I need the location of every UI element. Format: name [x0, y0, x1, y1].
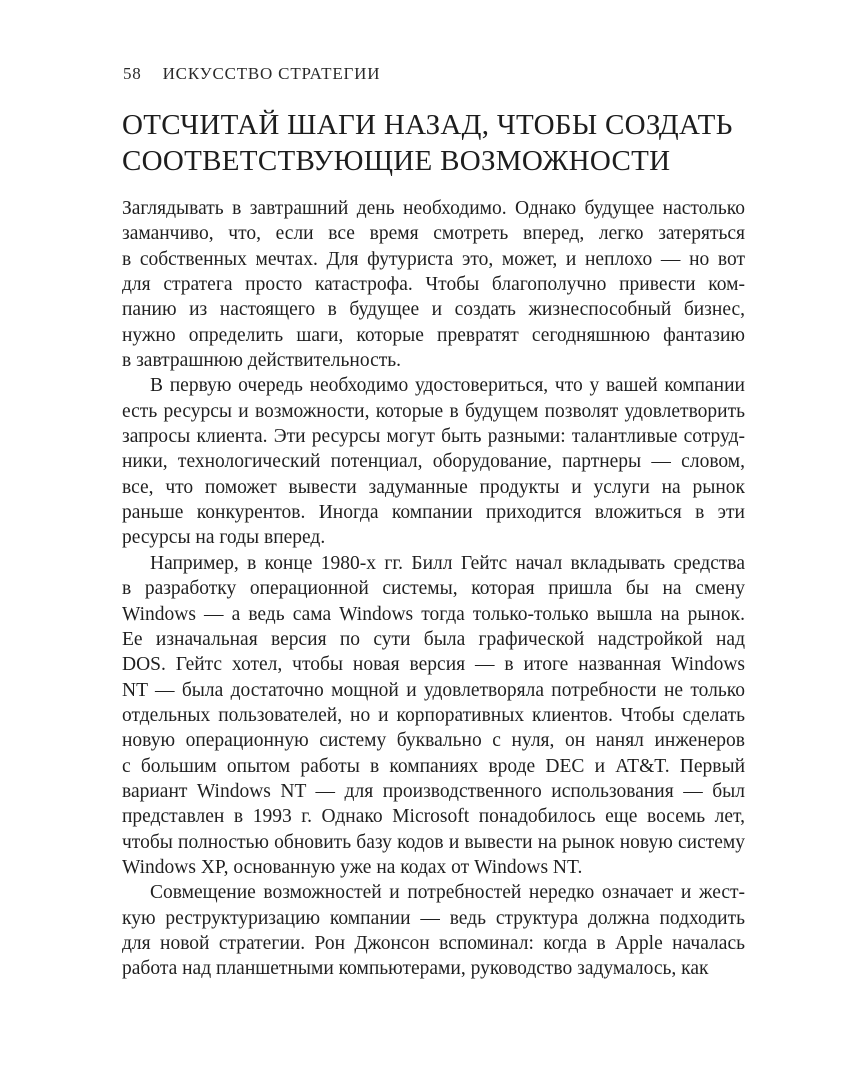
text-line: работа над планшетными компьютерами, руководство задумалось, как: [122, 958, 709, 980]
chapter-heading-line: ОТСЧИТАЙ ШАГИ НАЗАД, ЧТОБЫ СОЗДАТЬ: [122, 109, 733, 141]
text-line: Например, в конце 1980-х гг. Билл Гейтс начал вкладывать средства: [150, 552, 745, 574]
text-line: в разработку операционной системы, которая пришла бы на смену: [122, 578, 745, 600]
body-text: [122, 196, 745, 982]
text-line: для стратега просто катастрофа. Чтобы благополучно привести ком-: [122, 274, 745, 296]
text-line: ники, технологический потенциал, оборудование, партнеры — словом,: [122, 451, 745, 473]
page-number: 58: [123, 64, 142, 83]
text-line: вариант Windows NT — для производственного использования — был: [122, 780, 745, 802]
text-line: Windows XP, основанную уже на кодах от Windows NT.: [122, 856, 583, 878]
text-line: Windows — а ведь сама Windows тогда только-только вышла на рынок.: [122, 603, 745, 625]
text-line: DOS. Гейтс хотел, чтобы новая версия — в итоге названная Windows: [122, 654, 745, 676]
chapter-heading: [122, 107, 762, 179]
text-line: представлен в 1993 г. Однако Microsoft понадобилось еще восемь лет,: [122, 806, 745, 828]
text-line: в собственных мечтах. Для футуриста это, может, и неплохо — но вот: [122, 248, 745, 270]
text-line: кую реструктуризацию компании — ведь структура должна подходить: [122, 907, 745, 929]
running-title: ИСКУССТВО СТРАТЕГИИ: [162, 64, 381, 83]
text-line: Заглядывать в завтрашний день необходимо. Однако будущее настолько: [122, 198, 745, 219]
text-line: новую операционную систему буквально с нуля, он нанял инженеров: [122, 730, 745, 752]
text-line: ресурсы на годы вперед.: [122, 527, 326, 549]
text-line: NT — была достаточно мощной и удовлетворяла потребности не только: [122, 679, 745, 701]
text-line: Ее изначальная версия по сути была графической надстройкой над: [122, 628, 745, 650]
text-line: заманчиво, что, если все время смотреть вперед, легко затеряться: [122, 223, 745, 245]
text-line: все, что поможет вывести задуманные продукты и услуги на рынок: [122, 476, 745, 498]
text-line: раньше конкурентов. Иногда компании приходится вложиться в эти: [122, 502, 745, 524]
text-line: с большим опытом работы в компаниях вроде DEC и AT&T. Первый: [122, 755, 745, 777]
text-line: запросы клиента. Эти ресурсы могут быть разными: талантливые сотруд-: [122, 426, 745, 448]
text-line: для новой стратегии. Рон Джонсон вспоминал: когда в Apple началась: [122, 932, 745, 954]
text-line: чтобы полностью обновить базу кодов и вывести на рынок новую систему: [122, 831, 745, 853]
chapter-heading-line: СООТВЕТСТВУЮЩИЕ ВОЗМОЖНОСТИ: [122, 145, 671, 177]
text-line: Совмещение возможностей и потребностей нередко означает и жест-: [150, 882, 745, 904]
text-line: В первую очередь необходимо удостовериться, что у вашей компании: [150, 375, 745, 397]
running-header: [123, 64, 380, 84]
text-line: отдельных пользователей, но и корпоративных клиентов. Чтобы сделать: [122, 704, 745, 726]
text-line: есть ресурсы и возможности, которые в будущем позволят удовлетворить: [122, 400, 745, 422]
text-line: панию из настоящего в будущее и создать жизнеспособный бизнес,: [122, 299, 745, 321]
text-line: нужно определить шаги, которые превратят сегодняшнюю фантазию: [122, 324, 745, 346]
text-line: в завтрашнюю действительность.: [122, 350, 402, 372]
